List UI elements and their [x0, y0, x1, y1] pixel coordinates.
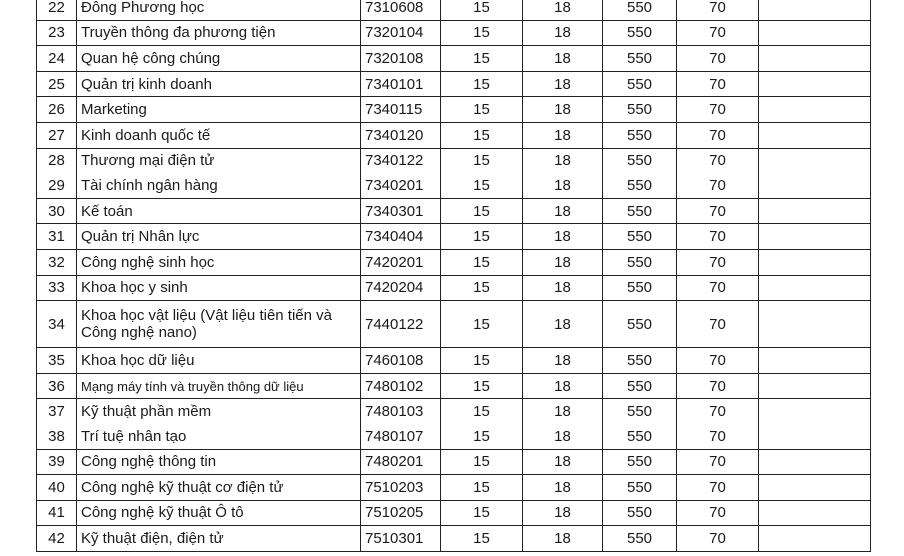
table-body	[37, 0, 871, 551]
program-name: Kinh doanh quốc tế	[77, 122, 361, 148]
value-550: 550	[603, 0, 677, 20]
table-row	[37, 0, 871, 20]
value-15: 15	[441, 475, 523, 501]
program-name: Quản trị Nhân lực	[77, 224, 361, 250]
table-row	[37, 46, 871, 72]
row-index: 41	[37, 500, 77, 526]
row-index: 22	[37, 0, 77, 20]
value-15: 15	[441, 301, 523, 348]
value-550: 550	[603, 399, 677, 424]
program-name: Truyền thông đa phương tiện	[77, 20, 361, 46]
program-code: 7440122	[361, 301, 441, 348]
program-code: 7320108	[361, 46, 441, 72]
value-15: 15	[441, 71, 523, 97]
row-index: 36	[37, 373, 77, 399]
value-550: 550	[603, 20, 677, 46]
value-18: 18	[523, 449, 603, 475]
value-18: 18	[523, 46, 603, 72]
table-row	[37, 173, 871, 198]
value-15: 15	[441, 97, 523, 123]
note-cell	[759, 475, 871, 501]
program-name: Quản trị kinh doanh	[77, 71, 361, 97]
program-code: 7340101	[361, 71, 441, 97]
program-code: 7340122	[361, 148, 441, 173]
value-550: 550	[603, 373, 677, 399]
value-18: 18	[523, 348, 603, 374]
value-550: 550	[603, 348, 677, 374]
value-18: 18	[523, 424, 603, 449]
value-18: 18	[523, 122, 603, 148]
value-18: 18	[523, 249, 603, 275]
value-550: 550	[603, 71, 677, 97]
program-code: 7510205	[361, 500, 441, 526]
table-row	[37, 449, 871, 475]
program-name: Công nghệ kỹ thuật cơ điện tử	[77, 475, 361, 501]
note-cell	[759, 373, 871, 399]
value-15: 15	[441, 173, 523, 198]
note-cell	[759, 449, 871, 475]
value-550: 550	[603, 97, 677, 123]
value-70: 70	[677, 348, 759, 374]
value-15: 15	[441, 198, 523, 224]
value-15: 15	[441, 348, 523, 374]
table-row	[37, 373, 871, 399]
table-row	[37, 198, 871, 224]
value-15: 15	[441, 500, 523, 526]
value-18: 18	[523, 173, 603, 198]
value-15: 15	[441, 373, 523, 399]
value-70: 70	[677, 475, 759, 501]
program-name: Mạng máy tính và truyền thông dữ liệu	[77, 373, 361, 399]
value-70: 70	[677, 399, 759, 424]
value-550: 550	[603, 475, 677, 501]
row-index: 26	[37, 97, 77, 123]
note-cell	[759, 224, 871, 250]
value-550: 550	[603, 449, 677, 475]
value-550: 550	[603, 526, 677, 552]
program-code: 7310608	[361, 0, 441, 20]
program-code: 7480201	[361, 449, 441, 475]
note-cell	[759, 500, 871, 526]
program-name: Kỹ thuật điện, điện tử	[77, 526, 361, 552]
value-550: 550	[603, 301, 677, 348]
note-cell	[759, 198, 871, 224]
note-cell	[759, 0, 871, 20]
program-code: 7320104	[361, 20, 441, 46]
table-row	[37, 20, 871, 46]
table-row	[37, 500, 871, 526]
value-15: 15	[441, 399, 523, 424]
program-name: Trí tuệ nhân tạo	[77, 424, 361, 449]
program-name: Công nghệ kỹ thuật Ô tô	[77, 500, 361, 526]
program-code: 7340115	[361, 97, 441, 123]
value-70: 70	[677, 224, 759, 250]
value-18: 18	[523, 0, 603, 20]
value-70: 70	[677, 173, 759, 198]
value-15: 15	[441, 0, 523, 20]
row-index: 42	[37, 526, 77, 552]
value-18: 18	[523, 20, 603, 46]
table-row	[37, 97, 871, 123]
note-cell	[759, 526, 871, 552]
program-code: 7420201	[361, 249, 441, 275]
table-row	[37, 526, 871, 552]
row-index: 34	[37, 301, 77, 348]
value-15: 15	[441, 122, 523, 148]
value-550: 550	[603, 249, 677, 275]
admission-table	[36, 0, 871, 552]
program-code: 7340404	[361, 224, 441, 250]
value-70: 70	[677, 97, 759, 123]
table-row	[37, 224, 871, 250]
program-name: Quan hệ công chúng	[77, 46, 361, 72]
note-cell	[759, 20, 871, 46]
value-550: 550	[603, 122, 677, 148]
note-cell	[759, 301, 871, 348]
row-index: 33	[37, 275, 77, 301]
table-row	[37, 148, 871, 173]
program-name: Công nghệ sinh học	[77, 249, 361, 275]
note-cell	[759, 348, 871, 374]
program-code: 7340201	[361, 173, 441, 198]
table-row	[37, 249, 871, 275]
table-row	[37, 475, 871, 501]
table-row	[37, 301, 871, 348]
value-18: 18	[523, 301, 603, 348]
row-index: 24	[37, 46, 77, 72]
program-code: 7340301	[361, 198, 441, 224]
value-18: 18	[523, 71, 603, 97]
value-550: 550	[603, 224, 677, 250]
value-70: 70	[677, 20, 759, 46]
value-18: 18	[523, 97, 603, 123]
row-index: 23	[37, 20, 77, 46]
value-18: 18	[523, 148, 603, 173]
program-code: 7460108	[361, 348, 441, 374]
value-15: 15	[441, 424, 523, 449]
value-70: 70	[677, 0, 759, 20]
value-15: 15	[441, 46, 523, 72]
value-550: 550	[603, 148, 677, 173]
note-cell	[759, 46, 871, 72]
program-code: 7510301	[361, 526, 441, 552]
program-code: 7340120	[361, 122, 441, 148]
value-18: 18	[523, 198, 603, 224]
value-15: 15	[441, 20, 523, 46]
value-15: 15	[441, 449, 523, 475]
value-18: 18	[523, 399, 603, 424]
value-18: 18	[523, 526, 603, 552]
program-code: 7480103	[361, 399, 441, 424]
value-18: 18	[523, 275, 603, 301]
value-15: 15	[441, 148, 523, 173]
row-index: 39	[37, 449, 77, 475]
value-550: 550	[603, 275, 677, 301]
note-cell	[759, 424, 871, 449]
value-70: 70	[677, 46, 759, 72]
program-code: 7480107	[361, 424, 441, 449]
value-70: 70	[677, 424, 759, 449]
value-70: 70	[677, 500, 759, 526]
table-row	[37, 275, 871, 301]
value-15: 15	[441, 275, 523, 301]
value-550: 550	[603, 46, 677, 72]
program-code: 7510203	[361, 475, 441, 501]
value-18: 18	[523, 224, 603, 250]
program-code: 7480102	[361, 373, 441, 399]
value-70: 70	[677, 71, 759, 97]
program-name: Thương mại điện tử	[77, 148, 361, 173]
value-70: 70	[677, 198, 759, 224]
program-name: Marketing	[77, 97, 361, 123]
value-550: 550	[603, 198, 677, 224]
program-name: Khoa học vật liệu (Vật liệu tiên tiến và Công nghệ nano)	[77, 301, 361, 348]
value-70: 70	[677, 122, 759, 148]
note-cell	[759, 249, 871, 275]
program-name: Công nghệ thông tin	[77, 449, 361, 475]
table-row	[37, 424, 871, 449]
row-index: 35	[37, 348, 77, 374]
program-code: 7420204	[361, 275, 441, 301]
note-cell	[759, 71, 871, 97]
program-name: Đông Phương học	[77, 0, 361, 20]
note-cell	[759, 122, 871, 148]
table-row	[37, 122, 871, 148]
row-index: 31	[37, 224, 77, 250]
value-70: 70	[677, 249, 759, 275]
value-18: 18	[523, 373, 603, 399]
row-index: 37	[37, 399, 77, 424]
program-name: Khoa học y sinh	[77, 275, 361, 301]
program-name: Tài chính ngân hàng	[77, 173, 361, 198]
value-70: 70	[677, 526, 759, 552]
value-70: 70	[677, 148, 759, 173]
row-index: 28	[37, 148, 77, 173]
row-index: 29	[37, 173, 77, 198]
value-15: 15	[441, 526, 523, 552]
note-cell	[759, 275, 871, 301]
value-15: 15	[441, 224, 523, 250]
row-index: 38	[37, 424, 77, 449]
table-row	[37, 71, 871, 97]
value-550: 550	[603, 500, 677, 526]
value-70: 70	[677, 301, 759, 348]
value-550: 550	[603, 173, 677, 198]
row-index: 25	[37, 71, 77, 97]
row-index: 27	[37, 122, 77, 148]
value-15: 15	[441, 249, 523, 275]
value-18: 18	[523, 500, 603, 526]
note-cell	[759, 148, 871, 173]
row-index: 32	[37, 249, 77, 275]
value-70: 70	[677, 275, 759, 301]
value-18: 18	[523, 475, 603, 501]
program-name: Kế toán	[77, 198, 361, 224]
value-550: 550	[603, 424, 677, 449]
value-70: 70	[677, 373, 759, 399]
table-row	[37, 399, 871, 424]
program-name: Khoa học dữ liệu	[77, 348, 361, 374]
table-row	[37, 348, 871, 374]
program-name: Kỹ thuật phần mềm	[77, 399, 361, 424]
value-70: 70	[677, 449, 759, 475]
row-index: 30	[37, 198, 77, 224]
note-cell	[759, 97, 871, 123]
note-cell	[759, 399, 871, 424]
note-cell	[759, 173, 871, 198]
row-index: 40	[37, 475, 77, 501]
